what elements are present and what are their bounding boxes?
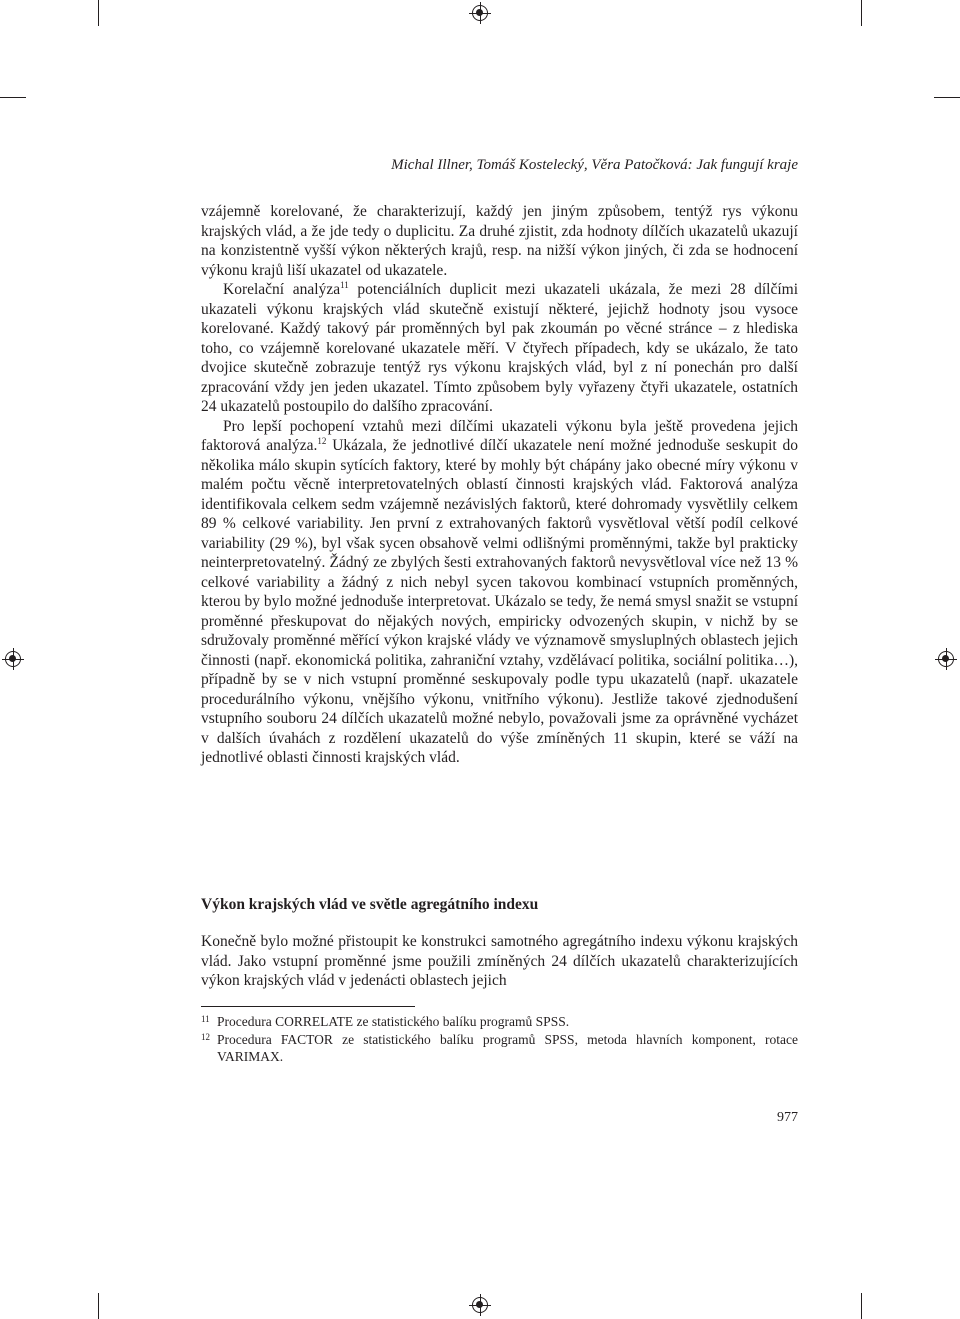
crop-mark [98, 1293, 99, 1319]
footnote-text: Procedura CORRELATE ze statistického balíku programů SPSS. [217, 1014, 570, 1029]
page-number: 977 [777, 1110, 798, 1125]
registration-mark-icon [5, 651, 21, 667]
section-text [201, 932, 798, 991]
footnote-ref[interactable]: 11 [340, 279, 349, 290]
registration-mark-icon [472, 1297, 488, 1313]
body-text [201, 202, 798, 768]
footnotes [201, 1013, 798, 1066]
footnote [201, 1013, 798, 1031]
crop-mark [934, 97, 960, 98]
paragraph-text: Pro lepší pochopení vztahů mezi dílčími ukazateli výkonu byla ještě provedena jejich faktorová analýza. [201, 417, 798, 454]
paragraph: Konečně bylo možné přistoupit ke konstrukci samotného agregátního indexu výkonu krajských vlád. Jako vstupní proměnné jsme použili zmíněných 24 dílčích ukazatelů charakterizujících výkon krajských vlád v jedenácti oblastech jejich [201, 933, 798, 989]
footnote-divider [201, 1006, 415, 1007]
paragraph [201, 417, 798, 768]
crop-mark [861, 0, 862, 26]
footnote-number: 12 [201, 1031, 210, 1042]
crop-mark [98, 0, 99, 26]
registration-mark-icon [472, 5, 488, 21]
paragraph: vzájemně korelované, že charakterizují, každý jen jiným způsobem, tentýž rys výkonu krajských vlád, a že jde tedy o duplicitu. Za druhé zjistit, zda hodnoty dílčích ukazatelů ukazují na konzistentně vyšší výkon některých krajů, resp. na nižší výkon jiných, či zda se hodnocení výkonu krajů liší ukazatel od ukazatele. [201, 203, 798, 279]
paragraph-text: Ukázala, že jednotlivé dílčí ukazatele není možné jednoduše seskupit do několika málo skupin sytících faktory, které by mohly být chápány jako obecné míry výkonu v malém počtu věcně interpretovatelných oblastí činnosti krajských vlád. Faktorová analýza identifikovala celkem sedm vzájemně nezávislých faktorů, které dohromady vysvětlily celkem 89 % celkové variability. Jen první z extrahovaných faktorů vysvětloval větší podíl celkové variability (29 %), byl však sycen obsahově velmi odlišnými proměnnými, takže byl prakticky neinterpretovatelný. Žádný ze zbylých šesti extrahovaných faktorů nevysvětloval více než 13 % celkové variability a žádný z nich nebyl sycen takovou kombinací vstupních proměnných, kterou by bylo možné jednoduše interpretovat. Ukázalo se tedy, že nemá smysl snažit se vstupní proměnné přeskupovat do nějakých nových, empiricky odvozených skupin, v nichž by se sdružovaly proměnné měřící výkon krajské vlády ve významově smysluplných oblastech jejich činnosti (např. ekonomická politika, zahraniční vztahy, vzdělávací politika, sociální politika…), případně by se v nich vstupní proměnné seskupovaly podle typu ukazatelů (např. ukazatele procedurálního výkonu, vnějšího výkonu, vnitřního výkonu). Jestliže takové zjednodušení vstupního souboru 24 dílčích ukazatelů možné nebylo, považovali jsme za oprávněné vycházet v dalších úvahách z rozdělení ukazatelů do výše zmíněných 11 skupin, které se váží na jednotlivé oblasti činnosti krajských vlád. [201, 437, 798, 766]
crop-mark [0, 97, 26, 98]
crop-mark [861, 1293, 862, 1319]
paragraph-text: Korelační analýza [223, 281, 341, 298]
footnote-ref[interactable]: 12 [317, 435, 327, 446]
footnote-text: Procedura FACTOR ze statistického balíku programů SPSS, metoda hlavních komponent, rotace VARIMAX. [217, 1031, 798, 1064]
running-header: Michal Illner, Tomáš Kostelecký, Věra Patočková: Jak fungují kraje [391, 157, 798, 173]
section-heading: Výkon krajských vlád ve světle agregátního indexu [201, 896, 539, 913]
footnote-number: 11 [201, 1014, 210, 1024]
paragraph [201, 280, 798, 417]
footnote [201, 1031, 798, 1066]
paragraph-text: potenciálních duplicit mezi ukazateli ukázala, že mezi 28 dílčími ukazateli výkonu krajských vlád skutečně existují některé, jejichž hodnoty jsou vysoce korelované. Každý takový pár proměnných byl pak zkoumán po věcné stránce – z hlediska toho, co vzájemně korelované ukazatele měří. V čtyřech případech, kdy se ukázalo, že tato dvojice skutečně zobrazuje tentýž rys výkonu krajských vlád, byl z ní ponechán pro další zpracování vždy jen jeden ukazatel. Tímto způsobem byly vyřazeny čtyři ukazatele, ostatních 24 ukazatelů postoupilo do dalšího zpracování. [201, 281, 799, 415]
registration-mark-icon [938, 651, 954, 667]
